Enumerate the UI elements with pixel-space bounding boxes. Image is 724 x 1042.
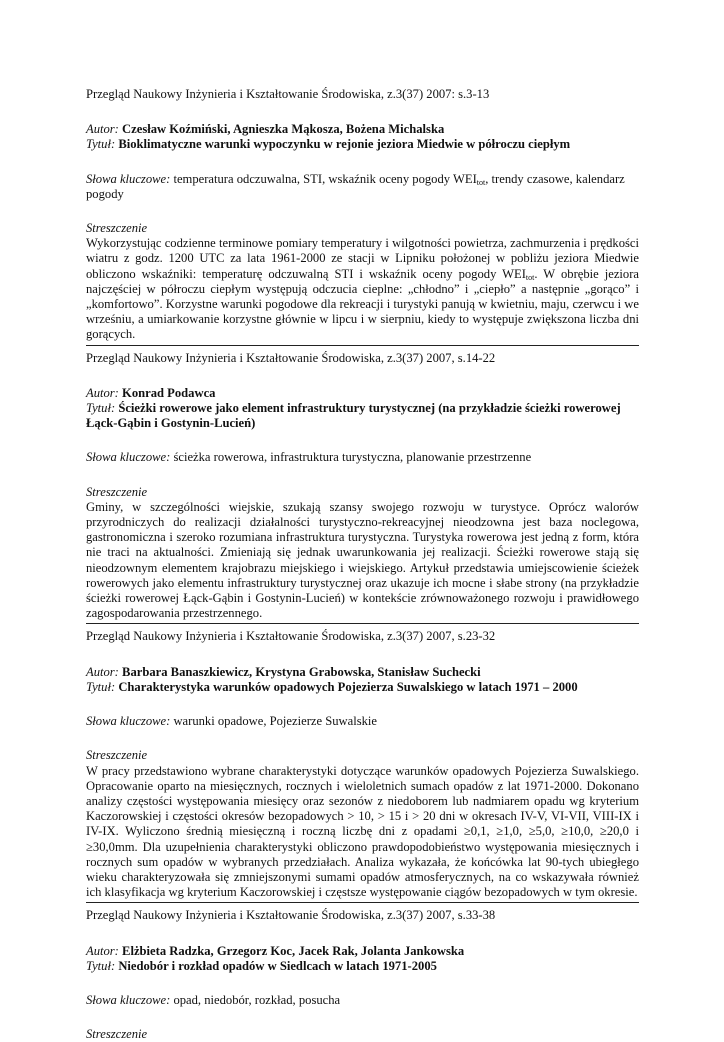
abstract-text: [86, 236, 639, 342]
divider: [86, 902, 639, 903]
keywords-label: Słowa kluczowe:: [86, 714, 171, 729]
article-title: Bioklimatyczne warunki wypoczynku w rejonie jeziora Miedwie w półroczu ciepłym: [118, 137, 571, 152]
keywords-subscript: tot: [476, 177, 486, 187]
article-title: Ścieżki rowerowe jako element infrastruktury turystycznej (na przykładzie ścieżki rowerowej Łąck-Gąbin i Gostynin-Lucień): [86, 401, 621, 431]
abstract-part-2: . W obrębie jeziora najczęściej w półroczu ciepłym występują odczucia cieplne: „chłodno” i „ciepło” a następnie „gorąco” i „komfortowo”. Korzystne warunki pogodowe dla rekreacji i turystyki panują w kwietniu, maju, czerwcu i we wrześniu, a umiarkowanie korzystne głównie w lipcu i w sierpniu, kiedy to występuje zwiększona liczba dni gorących.: [86, 266, 639, 342]
abstract-subscript: tot: [525, 272, 535, 282]
abstract-text: Gminy, w szczególności wiejskie, szukają szansy swojego rozwoju w turystyce. Oprócz walorów przyrodniczych do realizacji działalności turystyczno-rekreacyjnej nieodzowna jest baza noclegowa, gastronomiczna i szeroko rozumiana infrastruktura turystyczna. Turystyka rowerowa jest jedną z form, która nie traci na aktualności. Zmieniają się jednak uwarunkowania jej realizacji. Ścieżki rowerowe stają się nieodzownym elementem krajobrazu miejskiego i wiejskiego. Artykuł przedstawia umiejscowienie ścieżek rowerowych jako elementu infrastruktury turystycznej oraz ukazuje ich mocne i słabe strony (na przykładzie ścieżki rowerowej Łąck-Gąbin i Gostynin-Lucień) w kontekście zrównoważonego rozwoju i prawidłowego zagospodarowania przestrzennego.: [86, 499, 639, 621]
journal-source: Przegląd Naukowy Inżynieria i Kształtowanie Środowiska, z.3(37) 2007: s.3-13: [86, 87, 490, 101]
abstract-label: Streszczenie: [86, 748, 148, 763]
article-entry: [86, 87, 639, 343]
title-line: [86, 680, 639, 695]
keywords-text: ścieżka rowerowa, infrastruktura turystyczna, planowanie przestrzenne: [173, 450, 532, 465]
keywords-text: temperatura odczuwalna, STI, wskaźnik oceny pogody WEI: [173, 171, 477, 186]
journal-source: Przegląd Naukowy Inżynieria i Kształtowanie Środowiska, z.3(37) 2007, s.23-32: [86, 629, 496, 644]
keywords-line: [86, 993, 639, 1008]
article-entry: [86, 351, 639, 622]
abstract-label: Streszczenie: [86, 484, 148, 499]
authors: Czesław Koźmiński, Agnieszka Mąkosza, Bożena Michalska: [122, 122, 445, 137]
title-line: [86, 401, 639, 431]
keywords-label: Słowa kluczowe:: [86, 992, 171, 1007]
keywords-label: Słowa kluczowe:: [86, 171, 171, 186]
divider: [86, 623, 639, 624]
abstract-label: Streszczenie: [86, 221, 148, 236]
author-label: Autor:: [86, 385, 119, 400]
authors: Elżbieta Radzka, Grzegorz Koc, Jacek Rak, Jolanta Jankowska: [122, 943, 465, 958]
author-label: Autor:: [86, 664, 119, 679]
keywords-line: [86, 714, 639, 729]
keywords-text: opad, niedobór, rozkład, posucha: [173, 992, 341, 1007]
authors: Barbara Banaszkiewicz, Krystyna Grabowska, Stanisław Suchecki: [122, 664, 481, 679]
abstract-label: Streszczenie: [86, 1027, 148, 1042]
divider: [86, 345, 639, 346]
keywords-label: Słowa kluczowe:: [86, 450, 171, 465]
article-entry: [86, 908, 639, 1042]
keywords-text: warunki opadowe, Pojezierze Suwalskie: [173, 714, 377, 729]
authors: Konrad Podawca: [122, 385, 216, 400]
author-label: Autor:: [86, 943, 119, 958]
document-page: [86, 87, 639, 1042]
abstract-part-1: Wykorzystując codzienne terminowe pomiary temperatury i wilgotności powietrza, zachmurzenia i prędkości wiatru z godz. 1200 UTC za lata 1961-2000 ze stacji w Lipniku położonej w pobliżu jeziora Miedwie obliczono wskaźniki: temperaturę odczuwalną STI i wskaźnik oceny pogody WEI: [86, 236, 639, 281]
author-line: [86, 122, 639, 137]
author-label: Autor:: [86, 122, 119, 137]
keywords-line: [86, 450, 639, 465]
author-line: [86, 386, 639, 401]
title-label: Tytuł:: [86, 679, 116, 694]
journal-source: Przegląd Naukowy Inżynieria i Kształtowanie Środowiska, z.3(37) 2007, s.33-38: [86, 908, 496, 923]
title-label: Tytuł:: [86, 401, 116, 416]
keywords-text-continued: , trendy czasowe, kalendarz pogody: [86, 171, 625, 201]
abstract-text: W pracy przedstawiono wybrane charakterystyki dotyczące warunków opadowych Pojezierza Suwalskiego. Opracowanie oparto na miesięcznych, rocznych i wieloletnich sumach opadów z lat 1971-2000. Dokonano analizy częstości występowania miesięcy oraz sezonów z niedoborem lub nadmiarem opadu wg kryterium Kaczorowskiej i częstości okresów bezopadowych > 10, > 15 i > 20 dni w okresach IV-V, VI-VII, VIII-IX i IV-IX. Wyliczono średnią miesięczną i roczną liczbę dni z opadami ≥0,1, ≥1,0, ≥5,0, ≥10,0, ≥20,0 i ≥30,0mm. Dla uzupełnienia charakterystyki obliczono prawdopodobieństwo występowania miesięcznych i rocznych sum opadów w wybranych przedziałach. Analiza wykazała, że końcówka lat 90-tych ubiegłego wieku charakteryzowała się zmniejszonymi sumami opadów atmosferycznych, na co wskazywała również ich klasyfikacja wg kryterium Kaczorowskiej i częstsze występowanie ciągów bezopadowych w tym okresie.: [86, 763, 639, 900]
author-line: [86, 665, 639, 680]
title-label: Tytuł:: [86, 137, 116, 152]
article-title: Niedobór i rozkład opadów w Siedlcach w latach 1971-2005: [118, 958, 437, 973]
article-title: Charakterystyka warunków opadowych Pojezierza Suwalskiego w latach 1971 – 2000: [118, 679, 578, 694]
title-line: [86, 137, 639, 152]
journal-source: Przegląd Naukowy Inżynieria i Kształtowanie Środowiska, z.3(37) 2007, s.14-22: [86, 350, 496, 365]
title-line: [86, 959, 639, 974]
article-entry: [86, 629, 639, 900]
author-line: [86, 944, 639, 959]
title-label: Tytuł:: [86, 958, 116, 973]
keywords-line: [86, 172, 639, 202]
